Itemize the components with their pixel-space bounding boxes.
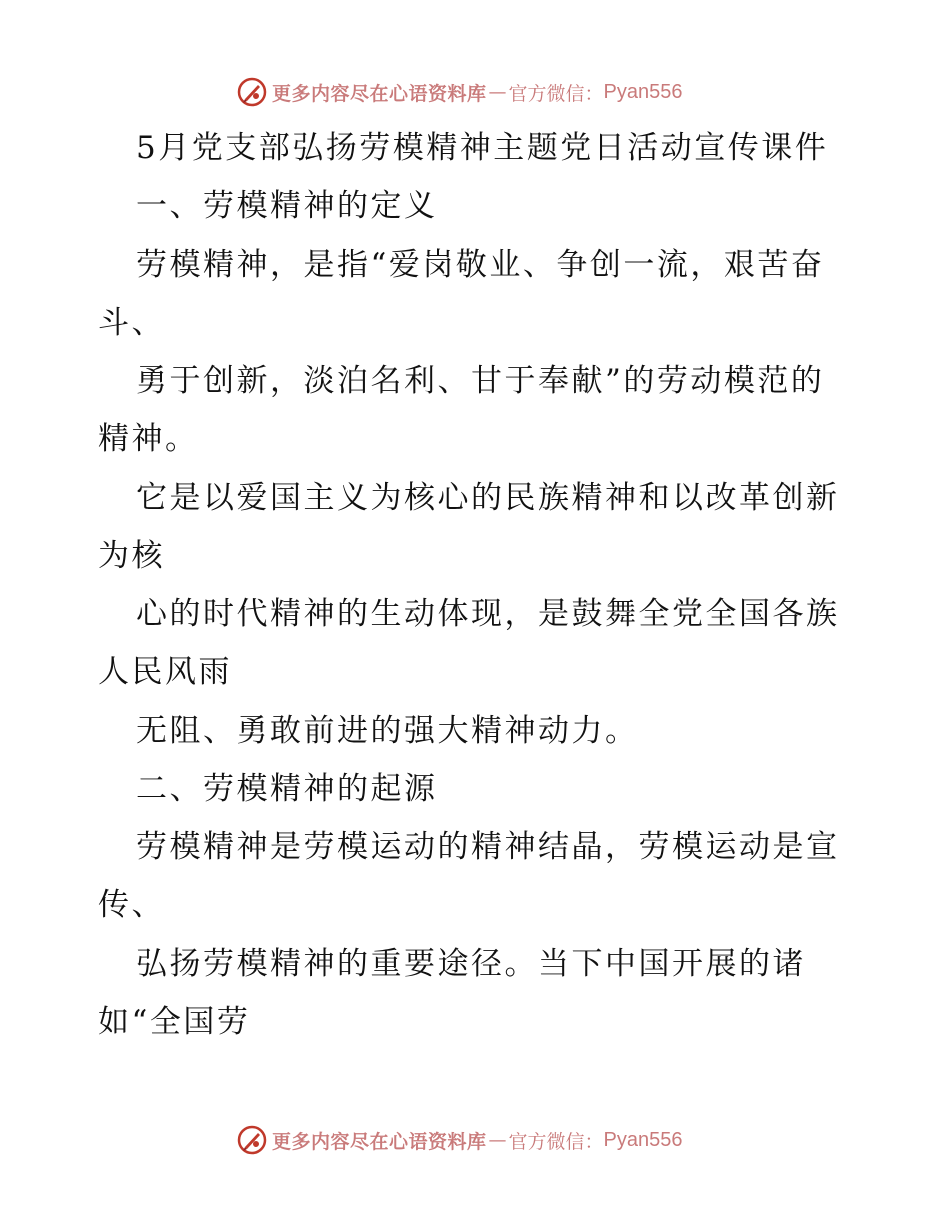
body-line: 劳模精神是劳模运动的精神结晶，劳模运动是宣 bbox=[136, 829, 840, 865]
watermark-site-text: 更多内容尽在心语资料库 bbox=[272, 1130, 487, 1153]
body-line: 它是以爱国主义为核心的民族精神和以改革创新 bbox=[136, 480, 840, 516]
quill-logo-icon bbox=[236, 1124, 268, 1156]
watermark-wechat-id: Pyan556 bbox=[603, 1128, 683, 1151]
quill-logo-icon bbox=[236, 76, 268, 108]
body-line: 斗、 bbox=[98, 305, 165, 341]
body-line: 为核 bbox=[98, 538, 165, 574]
body-line: 勇于创新，淡泊名利、甘于奉献”的劳动模范的 bbox=[136, 363, 825, 399]
body-line: 人民风雨 bbox=[98, 654, 232, 690]
watermark-wechat-label: 官方微信： bbox=[508, 82, 604, 105]
footer-watermark bbox=[0, 1120, 950, 1160]
body-line: 弘扬劳模精神的重要途径。当下中国开展的诸 bbox=[136, 946, 806, 982]
body-line: 心的时代精神的生动体现，是鼓舞全党全国各族 bbox=[136, 596, 840, 632]
watermark-dash: — bbox=[488, 81, 507, 103]
watermark-site-text: 更多内容尽在心语资料库 bbox=[272, 82, 487, 105]
body-line: 如“全国劳 bbox=[98, 1004, 251, 1040]
document-title: 5月党支部弘扬劳模精神主题党日活动宣传课件 bbox=[136, 130, 829, 166]
watermark-wechat-id: Pyan556 bbox=[603, 80, 683, 103]
watermark-wechat-label: 官方微信： bbox=[508, 1130, 604, 1153]
section-heading-definition: 一、劳模精神的定义 bbox=[136, 188, 438, 224]
body-line: 传、 bbox=[98, 887, 165, 923]
body-line: 精神。 bbox=[98, 421, 199, 457]
body-line: 无阻、勇敢前进的强大精神动力。 bbox=[136, 713, 639, 749]
body-line: 劳模精神，是指“爱岗敬业、争创一流，艰苦奋 bbox=[136, 247, 825, 283]
section-heading-origin: 二、劳模精神的起源 bbox=[136, 771, 438, 807]
watermark-dash: — bbox=[488, 1129, 507, 1151]
header-watermark bbox=[0, 72, 950, 112]
